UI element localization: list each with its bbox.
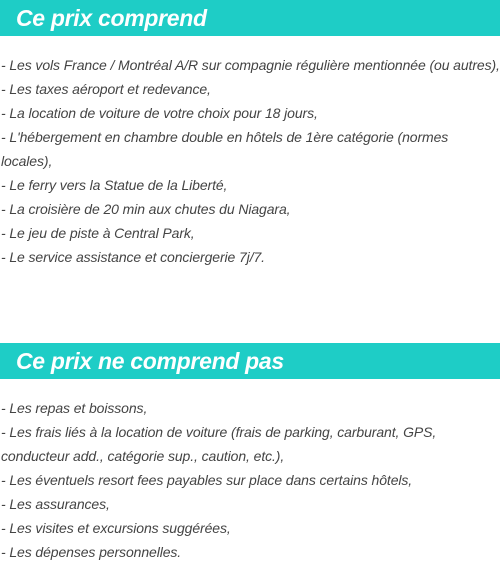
list-item: - La croisière de 20 min aux chutes du Niagara, bbox=[1, 201, 291, 217]
list-item: - Les frais liés à la location de voiture (frais de parking, carburant, GPS, conducteur add., catégorie sup., caution, etc.), bbox=[1, 424, 437, 464]
price-includes-section bbox=[0, 0, 500, 269]
list-item: - Les visites et excursions suggérées, bbox=[1, 520, 231, 536]
list-item: - Les assurances, bbox=[1, 496, 110, 512]
list-item: - Le service assistance et conciergerie 7j/7. bbox=[1, 249, 265, 265]
list-item: - L'hébergement en chambre double en hôtels de 1ère catégorie (normes locales), bbox=[1, 129, 449, 169]
price-excludes-title: Ce prix ne comprend pas bbox=[16, 347, 284, 374]
price-includes-title: Ce prix comprend bbox=[16, 4, 207, 31]
list-item: - Le ferry vers la Statue de la Liberté, bbox=[1, 177, 228, 193]
list-item: - Les repas et boissons, bbox=[1, 400, 148, 416]
price-includes-list bbox=[0, 53, 500, 269]
list-item: - Le jeu de piste à Central Park, bbox=[1, 225, 195, 241]
price-excludes-list bbox=[0, 396, 500, 564]
price-excludes-section bbox=[0, 343, 500, 564]
list-item: - La location de voiture de votre choix pour 18 jours, bbox=[1, 105, 318, 121]
price-includes-header bbox=[0, 0, 500, 36]
price-excludes-header bbox=[0, 343, 500, 379]
list-item: - Les taxes aéroport et redevance, bbox=[1, 81, 211, 97]
list-item: - Les éventuels resort fees payables sur place dans certains hôtels, bbox=[1, 472, 413, 488]
list-item: - Les dépenses personnelles. bbox=[1, 544, 182, 560]
list-item: - Les vols France / Montréal A/R sur compagnie régulière mentionnée (ou autres), bbox=[1, 57, 500, 73]
